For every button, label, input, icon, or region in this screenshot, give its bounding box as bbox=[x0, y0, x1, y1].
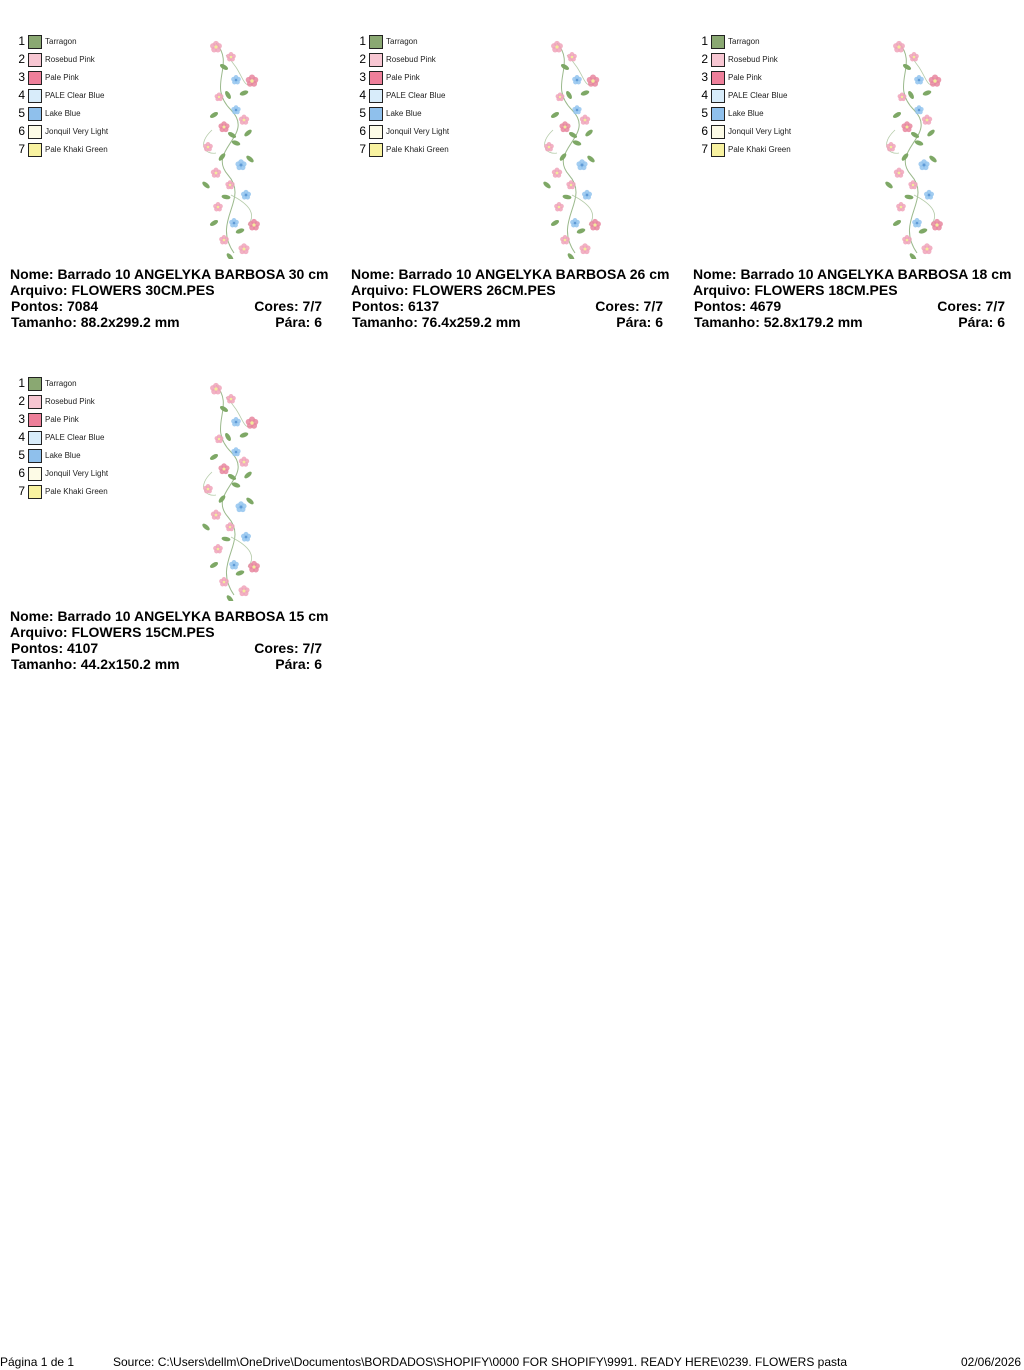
design-info bbox=[351, 266, 693, 330]
color-swatch bbox=[28, 449, 42, 463]
embroidery-design-preview bbox=[186, 377, 266, 601]
color-name: PALE Clear Blue bbox=[45, 433, 105, 442]
color-number: 6 bbox=[18, 466, 25, 480]
color-number: 5 bbox=[18, 448, 25, 462]
color-name: Rosebud Pink bbox=[386, 55, 436, 64]
color-name: Pale Khaki Green bbox=[386, 145, 449, 154]
size-row bbox=[351, 314, 693, 330]
color-number: 7 bbox=[359, 142, 366, 156]
color-swatch bbox=[369, 107, 383, 121]
color-number: 5 bbox=[359, 106, 366, 120]
color-name: Lake Blue bbox=[45, 451, 81, 460]
color-count: Cores: 7/7 bbox=[254, 298, 322, 314]
design-card-26cm bbox=[351, 7, 693, 337]
page-footer bbox=[0, 1354, 1024, 1370]
color-swatch bbox=[369, 143, 383, 157]
color-swatch bbox=[711, 71, 725, 85]
color-swatch bbox=[28, 485, 42, 499]
design-info bbox=[10, 608, 352, 672]
color-swatch bbox=[28, 53, 42, 67]
design-size: Tamanho: 52.8x179.2 mm bbox=[694, 314, 863, 330]
stitch-row bbox=[10, 298, 352, 314]
color-name: Rosebud Pink bbox=[728, 55, 778, 64]
color-swatch bbox=[711, 89, 725, 103]
color-name: Pale Khaki Green bbox=[45, 487, 108, 496]
color-number: 2 bbox=[18, 52, 25, 66]
color-swatch bbox=[711, 125, 725, 139]
color-number: 4 bbox=[359, 88, 366, 102]
design-name: Nome: Barrado 10 ANGELYKA BARBOSA 15 cm bbox=[10, 608, 329, 624]
color-name: Pale Pink bbox=[728, 73, 762, 82]
color-number: 7 bbox=[701, 142, 708, 156]
stitch-count: Pontos: 4107 bbox=[11, 640, 99, 656]
color-swatch bbox=[369, 125, 383, 139]
design-file: Arquivo: FLOWERS 30CM.PES bbox=[10, 282, 215, 298]
color-swatch bbox=[28, 413, 42, 427]
color-number: 2 bbox=[359, 52, 366, 66]
color-swatch bbox=[369, 35, 383, 49]
design-info bbox=[693, 266, 1024, 330]
size-row bbox=[10, 314, 352, 330]
color-name: Pale Pink bbox=[45, 415, 79, 424]
color-number: 6 bbox=[701, 124, 708, 138]
color-name: Lake Blue bbox=[386, 109, 422, 118]
color-number: 4 bbox=[18, 88, 25, 102]
page-number: Página 1 de 1 bbox=[0, 1355, 75, 1369]
size-row bbox=[693, 314, 1024, 330]
color-name: Pale Khaki Green bbox=[45, 145, 108, 154]
design-info bbox=[10, 266, 352, 330]
color-name: Pale Khaki Green bbox=[728, 145, 791, 154]
color-swatch bbox=[28, 377, 42, 391]
color-number: 4 bbox=[18, 430, 25, 444]
design-file: Arquivo: FLOWERS 26CM.PES bbox=[351, 282, 556, 298]
color-count: Cores: 7/7 bbox=[254, 640, 322, 656]
stitch-row bbox=[10, 640, 352, 656]
color-name: Tarragon bbox=[45, 37, 77, 46]
color-number: 4 bbox=[701, 88, 708, 102]
design-name: Nome: Barrado 10 ANGELYKA BARBOSA 18 cm bbox=[693, 266, 1012, 282]
color-swatch bbox=[28, 125, 42, 139]
design-card-18cm bbox=[693, 7, 1024, 337]
design-size: Tamanho: 88.2x299.2 mm bbox=[11, 314, 180, 330]
design-card-30cm bbox=[10, 7, 352, 337]
color-swatch bbox=[28, 467, 42, 481]
color-name: Rosebud Pink bbox=[45, 397, 95, 406]
color-swatch bbox=[711, 53, 725, 67]
color-number: 2 bbox=[18, 394, 25, 408]
color-swatch bbox=[28, 395, 42, 409]
color-number: 6 bbox=[18, 124, 25, 138]
design-file: Arquivo: FLOWERS 18CM.PES bbox=[693, 282, 898, 298]
design-card-15cm bbox=[10, 349, 352, 679]
color-name: Jonquil Very Light bbox=[45, 469, 109, 478]
color-swatch bbox=[28, 35, 42, 49]
color-name: Jonquil Very Light bbox=[45, 127, 109, 136]
color-swatch bbox=[369, 53, 383, 67]
color-name: PALE Clear Blue bbox=[386, 91, 446, 100]
color-swatch bbox=[28, 143, 42, 157]
color-name: Tarragon bbox=[386, 37, 418, 46]
color-swatch bbox=[28, 71, 42, 85]
print-date: 02/06/2026 bbox=[961, 1355, 1022, 1369]
color-number: 3 bbox=[18, 412, 25, 426]
color-swatch bbox=[28, 431, 42, 445]
color-swatch bbox=[28, 107, 42, 121]
stitch-row bbox=[693, 298, 1024, 314]
stop-count: Pára: 6 bbox=[958, 314, 1005, 330]
color-name: Rosebud Pink bbox=[45, 55, 95, 64]
stitch-count: Pontos: 7084 bbox=[11, 298, 99, 314]
color-number: 5 bbox=[701, 106, 708, 120]
color-number: 7 bbox=[18, 142, 25, 156]
design-name: Nome: Barrado 10 ANGELYKA BARBOSA 26 cm bbox=[351, 266, 670, 282]
color-number: 3 bbox=[18, 70, 25, 84]
color-swatch bbox=[711, 107, 725, 121]
design-file: Arquivo: FLOWERS 15CM.PES bbox=[10, 624, 215, 640]
color-count: Cores: 7/7 bbox=[595, 298, 663, 314]
color-name: Jonquil Very Light bbox=[386, 127, 450, 136]
color-swatch bbox=[711, 35, 725, 49]
stop-count: Pára: 6 bbox=[275, 656, 322, 672]
color-name: Jonquil Very Light bbox=[728, 127, 792, 136]
design-size: Tamanho: 76.4x259.2 mm bbox=[352, 314, 521, 330]
color-name: Lake Blue bbox=[728, 109, 764, 118]
color-number: 2 bbox=[701, 52, 708, 66]
stop-count: Pára: 6 bbox=[275, 314, 322, 330]
stop-count: Pára: 6 bbox=[616, 314, 663, 330]
color-name: PALE Clear Blue bbox=[728, 91, 788, 100]
color-swatch bbox=[28, 89, 42, 103]
color-number: 1 bbox=[359, 34, 366, 48]
color-swatch bbox=[369, 71, 383, 85]
color-number: 3 bbox=[701, 70, 708, 84]
color-number: 1 bbox=[18, 34, 25, 48]
stitch-count: Pontos: 6137 bbox=[352, 298, 440, 314]
design-name: Nome: Barrado 10 ANGELYKA BARBOSA 30 cm bbox=[10, 266, 329, 282]
size-row bbox=[10, 656, 352, 672]
color-swatch bbox=[711, 143, 725, 157]
stitch-row bbox=[351, 298, 693, 314]
color-name: PALE Clear Blue bbox=[45, 91, 105, 100]
color-swatch bbox=[369, 89, 383, 103]
color-number: 1 bbox=[18, 376, 25, 390]
embroidery-design-preview bbox=[186, 35, 266, 259]
stitch-count: Pontos: 4679 bbox=[694, 298, 782, 314]
color-name: Pale Pink bbox=[45, 73, 79, 82]
design-size: Tamanho: 44.2x150.2 mm bbox=[11, 656, 180, 672]
color-name: Lake Blue bbox=[45, 109, 81, 118]
color-number: 3 bbox=[359, 70, 366, 84]
embroidery-design-preview bbox=[527, 35, 607, 259]
color-name: Pale Pink bbox=[386, 73, 420, 82]
color-number: 7 bbox=[18, 484, 25, 498]
color-number: 5 bbox=[18, 106, 25, 120]
color-count: Cores: 7/7 bbox=[937, 298, 1005, 314]
color-name: Tarragon bbox=[728, 37, 760, 46]
source-path: Source: C:\Users\dellm\OneDrive\Documentos\BORDADOS\SHOPIFY\0000 FOR SHOPIFY\9991. READY HERE\0239. FLOWERS pasta bbox=[113, 1355, 848, 1369]
color-number: 1 bbox=[701, 34, 708, 48]
color-name: Tarragon bbox=[45, 379, 77, 388]
color-number: 6 bbox=[359, 124, 366, 138]
embroidery-design-preview bbox=[869, 35, 949, 259]
